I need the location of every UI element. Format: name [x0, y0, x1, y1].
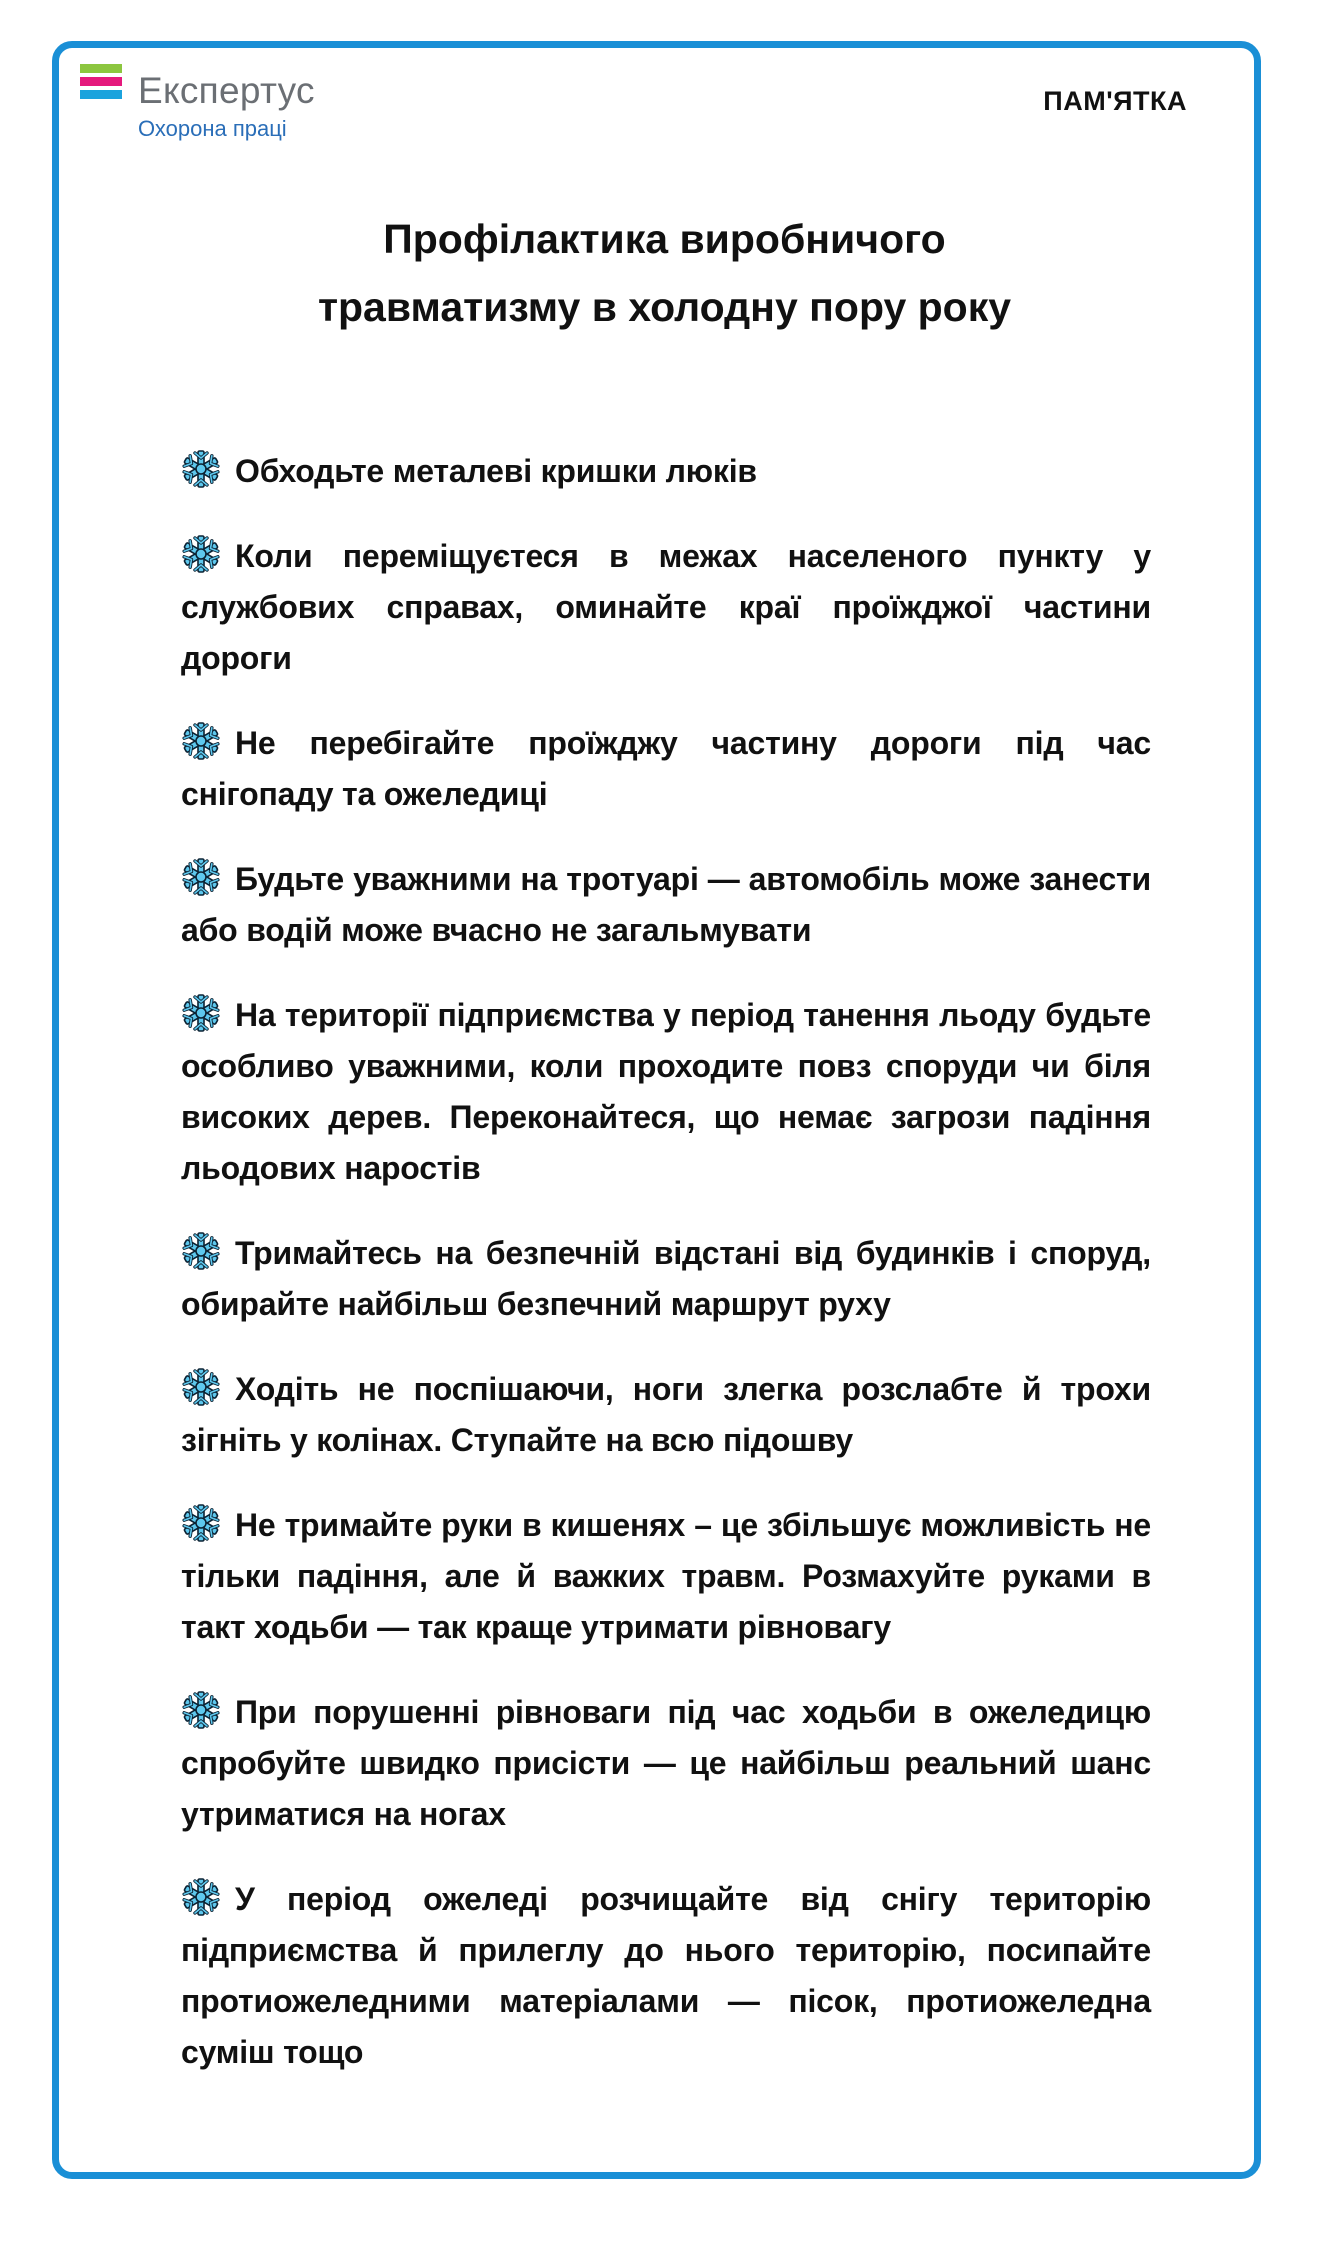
advice-text: Обходьте металеві кришки люків: [235, 453, 757, 489]
snowflake-icon: [181, 1503, 221, 1543]
page-title: [160, 205, 1169, 341]
advice-text: Не перебігайте проїжджу частину дороги під час снігопаду та ожеледиці: [181, 725, 1151, 812]
document-type-label: ПАМ'ЯТКА: [1043, 86, 1187, 116]
advice-item: [181, 531, 1151, 684]
advice-text: На території підприємства у період танення льоду будьте особливо уважними, коли проходите повз споруди чи біля високих дерев. Переконайтеся, що немає загрози падіння льодових наростів: [181, 997, 1151, 1186]
logo-bar-green: [80, 64, 122, 73]
advice-item: [181, 1874, 1151, 2078]
advice-item: [181, 718, 1151, 820]
advice-text: Тримайтесь на безпечній відстані від будинків і споруд, обирайте найбільш безпечний маршрут руху: [181, 1235, 1151, 1322]
logo-name: Експертус: [138, 70, 315, 111]
advice-item: [181, 1228, 1151, 1330]
logo-bar-magenta: [80, 77, 122, 86]
title-line: Профілактика виробничого: [383, 216, 946, 262]
advice-text: У період ожеледі розчищайте від снігу територію підприємства й прилеглу до нього територію, посипайте протиожеледними матеріалами — пісок, протиожеледна суміш тощо: [181, 1881, 1151, 2070]
snowflake-icon: [181, 1367, 221, 1407]
advice-text: Будьте уважними на тротуарі — автомобіль може занести або водій може вчасно не загальмувати: [181, 861, 1151, 948]
snowflake-icon: [181, 1231, 221, 1271]
snowflake-icon: [181, 449, 221, 489]
snowflake-icon: [181, 721, 221, 761]
logo-subtitle: Охорона праці: [138, 116, 287, 141]
snowflake-icon: [181, 534, 221, 574]
snowflake-icon: [181, 993, 221, 1033]
advice-item: [181, 446, 1151, 497]
title-line: травматизму в холодну пору року: [317, 284, 1012, 330]
snowflake-icon: [181, 1877, 221, 1917]
snowflake-icon: [181, 1690, 221, 1730]
advice-item: [181, 1687, 1151, 1840]
advice-item: [181, 1364, 1151, 1466]
logo-bar-blue: [80, 90, 122, 99]
advice-text: Ходіть не поспішаючи, ноги злегка розслабте й трохи зігніть у колінах. Ступайте на всю підошву: [181, 1371, 1151, 1458]
advice-item: [181, 1500, 1151, 1653]
advice-text: При порушенні рівноваги під час ходьби в ожеледицю спробуйте швидко присісти — це найбільш реальний шанс утриматися на ногах: [181, 1694, 1151, 1832]
snowflake-icon: [181, 857, 221, 897]
advice-item: [181, 854, 1151, 956]
advice-text: Не тримайте руки в кишенях – це збільшує можливість не тільки падіння, але й важких травм. Розмахуйте руками в такт ходьби — так краще утримати рівновагу: [181, 1507, 1151, 1645]
advice-list: [181, 446, 1151, 2112]
advice-text: Коли переміщуєтеся в межах населеного пункту у службових справах, оминайте краї проїжджої частини дороги: [181, 538, 1151, 676]
logo-mark-icon: [80, 64, 122, 103]
advice-item: [181, 990, 1151, 1194]
